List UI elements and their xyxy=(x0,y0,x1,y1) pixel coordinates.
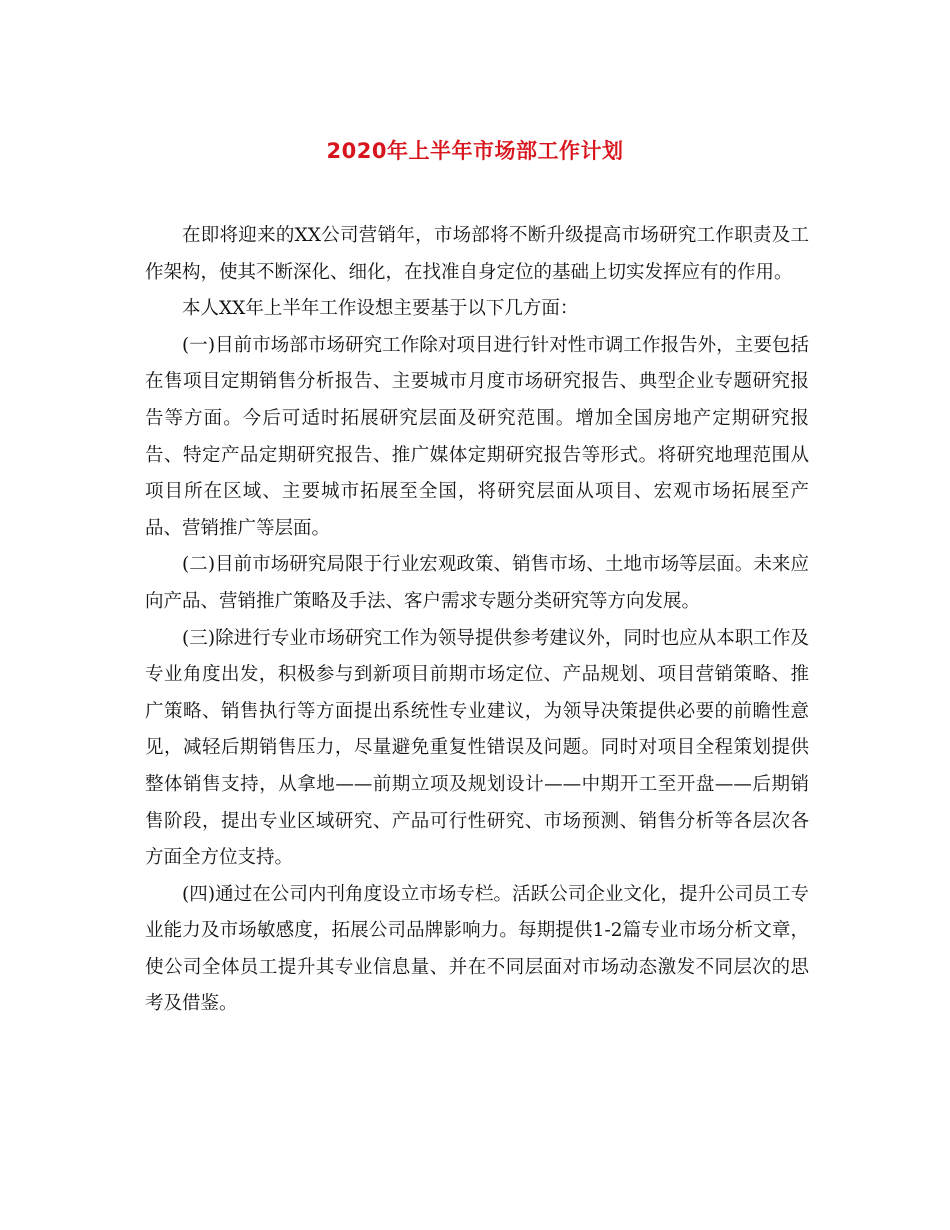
paragraph-section-1: (一)目前市场部市场研究工作除对项目进行针对性市调工作报告外，主要包括在售项目定期销售分析报告、主要城市月度市场研究报告、典型企业专题研究报告等方面。今后可适时拓展研究层面及研究范围。增加全国房地产定期研究报告、特定产品定期研究报告、推广媒体定期研究报告等形式。将研究地理范围从项目所在区域、主要城市拓展至全国，将研究层面从项目、宏观市场拓展至产品、营销推广等层面。 xyxy=(145,334,809,539)
document-body xyxy=(145,218,809,1023)
paragraph-intro: 在即将迎来的XX公司营销年，市场部将不断升级提高市场研究工作职责及工作架构，使其不断深化、细化，在找准自身定位的基础上切实发挥应有的作用。 xyxy=(145,225,809,283)
document-title: 2020年上半年市场部工作计划 xyxy=(326,139,624,163)
paragraph-section-3: (三)除进行专业市场研究工作为领导提供参考建议外，同时也应从本职工作及专业角度出发，积极参与到新项目前期市场定位、产品规划、项目营销策略、推广策略、销售执行等方面提出系统性专业建议，为领导决策提供必要的前瞻性意见，减轻后期销售压力，尽量避免重复性错误及问题。同时对项目全程策划提供整体销售支持，从拿地——前期立项及规划设计——中期开工至开盘——后期销售阶段，提出专业区域研究、产品可行性研究、市场预测、销售分析等各层次各方面全方位支持。 xyxy=(145,627,809,869)
paragraph-plan-basis: 本人XX年上半年工作设想主要基于以下几方面： xyxy=(182,298,579,320)
paragraph-section-2: (二)目前市场研究局限于行业宏观政策、销售市场、土地市场等层面。未来应向产品、营销推广策略及手法、客户需求专题分类研究等方向发展。 xyxy=(145,554,809,612)
paragraph-section-4: (四)通过在公司内刊角度设立市场专栏。活跃公司企业文化，提升公司员工专业能力及市场敏感度，拓展公司品牌影响力。每期提供1-2篇专业市场分析文章，使公司全体员工提升其专业信息量、并在不同层面对市场动态激发不同层次的思考及借鉴。 xyxy=(145,883,809,1015)
